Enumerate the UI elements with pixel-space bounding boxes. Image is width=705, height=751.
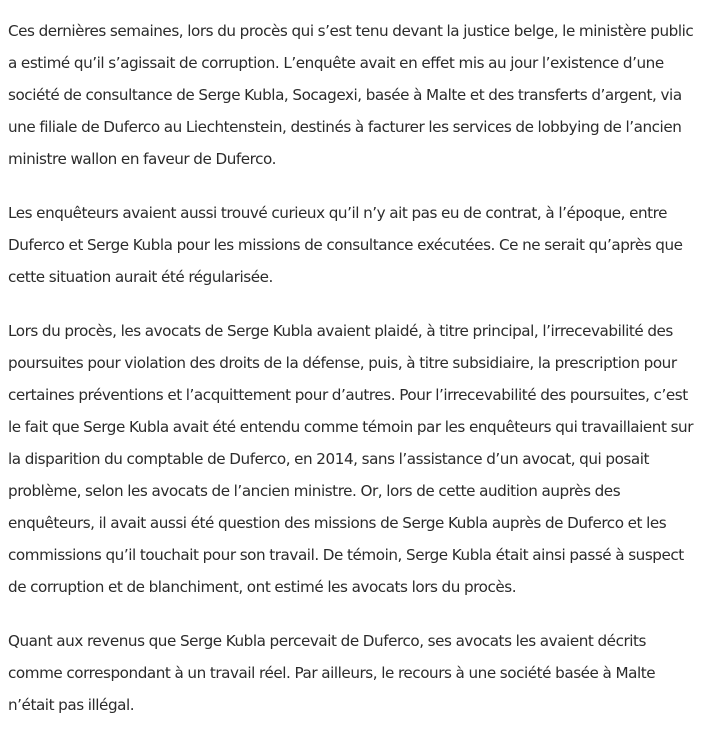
article-paragraph: Les enquêteurs avaient aussi trouvé curieux qu’il n’y ait pas eu de contrat, à l’époque, entre Duferco et Serge Kubla pour les missions de consultance exécutées. Ce ne serait qu’après que cette situation aurait été régularisée. <box>8 204 683 286</box>
article-body <box>8 15 702 743</box>
article-paragraph: Quant aux revenus que Serge Kubla percevait de Duferco, ses avocats les avaient décrits comme correspondant à un travail réel. Par ailleurs, le recours à une société basée à Malte n’était pas illégal. <box>8 632 656 714</box>
article-paragraph: Lors du procès, les avocats de Serge Kubla avaient plaidé, à titre principal, l’irrecevabilité des poursuites pour violation des droits de la défense, puis, à titre subsidiaire, la prescription pour certaines préventions et l’acquittement pour d’autres. Pour l’irrecevabilité des poursuites, c’est le fait que Serge Kubla avait été entendu comme témoin par les enquêteurs qui travaillaient sur la disparition du comptable de Duferco, en 2014, sans l’assistance d’un avocat, qui posait problème, selon les avocats de l’ancien ministre. Or, lors de cette audition auprès des enquêteurs, il avait aussi été question des missions de Serge Kubla auprès de Duferco et les commissions qu’il touchait pour son travail. De témoin, Serge Kubla était ainsi passé à suspect de corruption et de blanchiment, ont estimé les avocats lors du procès. <box>8 322 693 596</box>
article-paragraph: Ces dernières semaines, lors du procès qui s’est tenu devant la justice belge, le ministère public a estimé qu’il s’agissait de corruption. L’enquête avait en effet mis au jour l’existence d’une société de consultance de Serge Kubla, Socagexi, basée à Malte et des transferts d’argent, via une filiale de Duferco au Liechtenstein, destinés à facturer les services de lobbying de l’ancien ministre wallon en faveur de Duferco. <box>8 22 694 168</box>
